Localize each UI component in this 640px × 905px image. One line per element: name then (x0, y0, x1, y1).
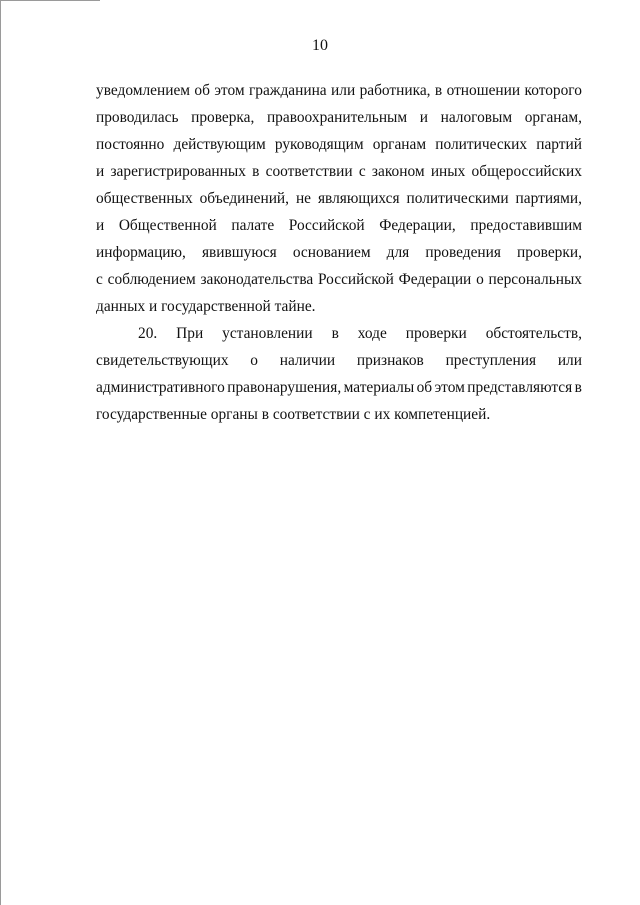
word: в (331, 325, 339, 342)
word: для (386, 244, 410, 261)
word: информацию, (96, 244, 186, 261)
word: или (331, 82, 356, 99)
word: Федерации, (379, 217, 456, 234)
word: соответствии (265, 163, 353, 180)
word: проводилась (96, 109, 179, 126)
word: свидетельствующих (96, 352, 229, 369)
word: о (476, 271, 484, 288)
word: Общественной (118, 217, 217, 234)
word: руководящим (274, 136, 364, 153)
scan-border-top (0, 0, 100, 1)
word: и (96, 163, 105, 180)
word: соблюдением (107, 271, 196, 288)
word: ходе (357, 325, 387, 342)
word: явившуюся (201, 244, 277, 261)
word: При (176, 325, 204, 342)
paragraph-last-line: данных и государственной тайне. (96, 298, 316, 315)
word: законодательства (200, 271, 314, 288)
word: являющихся (317, 190, 400, 207)
word: налоговым (440, 109, 513, 126)
word: партий (536, 136, 582, 153)
paragraph-line (96, 266, 582, 293)
word: иных (430, 163, 466, 180)
word: наличии (279, 352, 336, 369)
word: палате (231, 217, 275, 234)
word: с (96, 271, 103, 288)
paragraph-line (96, 185, 582, 212)
paragraph-line (96, 212, 582, 239)
word: объединений, (199, 190, 290, 207)
word: органам, (524, 109, 582, 126)
word: проверки, (517, 244, 582, 261)
word: с (358, 163, 366, 180)
page-number: 10 (312, 37, 328, 54)
word: политическими (406, 190, 509, 207)
word: действующим (173, 136, 266, 153)
word: установлении (222, 325, 313, 342)
paragraph-last-line: государственные органы в соответствии с их компетенцией. (96, 406, 491, 423)
paragraph-line (96, 239, 582, 266)
word: работника, (359, 82, 431, 99)
word: в (434, 82, 443, 99)
word: Российской (317, 271, 394, 288)
word: об (194, 82, 210, 99)
word: общественных (96, 190, 193, 207)
word: материалы (343, 379, 415, 396)
paragraph-line (96, 131, 582, 158)
word: уведомлением (96, 82, 191, 99)
word: проверки (405, 325, 467, 342)
word: законом (371, 163, 425, 180)
word: политических (435, 136, 528, 153)
word: или (557, 352, 582, 369)
paragraph-line (96, 77, 582, 104)
word: органам (372, 136, 427, 153)
clause-number: 20. (138, 325, 158, 342)
word: основанием (292, 244, 371, 261)
word: правоохранительным (266, 109, 408, 126)
paragraph-line (96, 347, 582, 374)
word: предоставившим (470, 217, 582, 234)
word: преступления (445, 352, 537, 369)
word: которого (524, 82, 582, 99)
word: Федерации (398, 271, 472, 288)
word: проверка, (191, 109, 255, 126)
paragraph-line (96, 320, 582, 347)
word: административного (96, 379, 225, 396)
word: в (574, 379, 582, 396)
word: постоянно (96, 136, 165, 153)
word: и (419, 109, 428, 126)
paragraph-1 (96, 77, 582, 320)
word: в (252, 163, 260, 180)
word: проведения (425, 244, 501, 261)
paragraph-line (96, 104, 582, 131)
word: представляются (467, 379, 573, 396)
word: об (416, 379, 433, 396)
word: этом (434, 379, 465, 396)
scan-border-left (0, 0, 1, 905)
word: этом (214, 82, 245, 99)
word: признаков (356, 352, 424, 369)
word: гражданина (248, 82, 327, 99)
word: зарегистрированных (110, 163, 246, 180)
word: о (250, 352, 258, 369)
word: не (295, 190, 312, 207)
paragraph-2 (96, 320, 582, 428)
word: правонарушения, (227, 379, 342, 396)
word: общероссийских (471, 163, 582, 180)
word: и (96, 217, 105, 234)
paragraph-line (96, 374, 582, 401)
document-body (96, 77, 582, 428)
word: обстоятельств, (485, 325, 582, 342)
word: персональных (488, 271, 582, 288)
word: партиями, (515, 190, 582, 207)
word: Российской (288, 217, 365, 234)
word: отношении (446, 82, 521, 99)
paragraph-line (96, 158, 582, 185)
